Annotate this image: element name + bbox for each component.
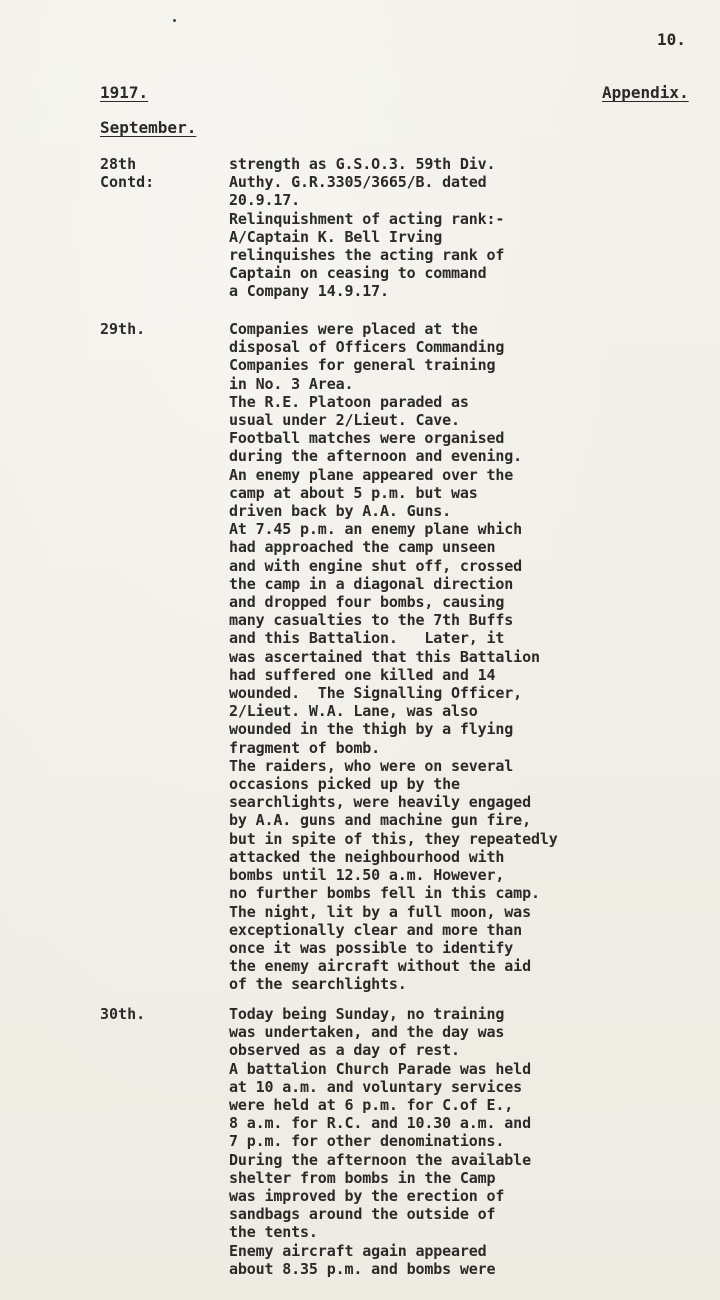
text-line: Companies for general training — [229, 356, 496, 375]
text-line: the tents. — [229, 1223, 318, 1242]
text-line: shelter from bombs in the Camp — [229, 1168, 496, 1187]
text-line: The raiders, who were on several — [229, 756, 514, 775]
text-line: exceptionally clear and more than — [229, 920, 523, 939]
header-year: 1917. — [100, 83, 149, 102]
text-line: disposal of Officers Commanding — [229, 338, 505, 357]
text-line: in No. 3 Area. — [229, 374, 354, 393]
entry-date: 30th. — [100, 1005, 146, 1023]
text-line: but in spite of this, they repeatedly — [229, 829, 558, 848]
text-line: Companies were placed at the — [229, 320, 478, 338]
text-line: wounded in the thigh by a flying — [229, 720, 514, 739]
entry-text — [229, 1005, 531, 1278]
text-line: A/Captain K. Bell Irving — [229, 227, 443, 246]
text-line: and dropped four bombs, causing — [229, 593, 505, 612]
text-line: of the searchlights. — [229, 975, 407, 994]
text-line: Football matches were organised — [229, 429, 505, 448]
text-line: the camp in a diagonal direction — [229, 574, 514, 593]
text-line: usual under 2/Lieut. Cave. — [229, 411, 460, 430]
text-line: During the afternoon the available — [229, 1150, 531, 1169]
text-line: 20.9.17. — [229, 191, 301, 210]
text-line: many casualties to the 7th Buffs — [229, 611, 514, 630]
text-line: had suffered one killed and 14 — [229, 665, 496, 684]
text-line: camp at about 5 p.m. but was — [229, 483, 478, 502]
text-line: The R.E. Platoon paraded as — [229, 392, 469, 411]
text-line: during the afternoon and evening. — [229, 447, 523, 466]
text-line: A battalion Church Parade was held — [229, 1059, 531, 1078]
text-line: the enemy aircraft without the aid — [229, 957, 531, 976]
text-line: no further bombs fell in this camp. — [229, 884, 540, 903]
text-line: wounded. The Signalling Officer, — [229, 684, 523, 703]
text-line: about 8.35 p.m. and bombs were — [229, 1259, 496, 1278]
entry-text — [229, 320, 558, 994]
text-line: by A.A. guns and machine gun fire, — [229, 811, 531, 830]
text-line: Relinquishment of acting rank:- — [229, 209, 505, 228]
text-line: 2/Lieut. W.A. Lane, was also — [229, 702, 478, 721]
text-line: and this Battalion. Later, it — [229, 629, 505, 648]
text-line: An enemy plane appeared over the — [229, 465, 514, 484]
text-line: attacked the neighbourhood with — [229, 847, 505, 866]
text-line: Authy. G.R.3305/3665/B. dated — [229, 173, 487, 192]
text-line: At 7.45 p.m. an enemy plane which — [229, 520, 523, 539]
entry-date: 29th. — [100, 320, 146, 338]
text-line: driven back by A.A. Guns. — [229, 502, 452, 521]
ink-dot-mark — [173, 19, 176, 22]
text-line: sandbags around the outside of — [229, 1205, 496, 1224]
text-line: once it was possible to identify — [229, 938, 514, 957]
text-line: and with engine shut off, crossed — [229, 556, 523, 575]
text-line: bombs until 12.50 a.m. However, — [229, 866, 505, 885]
text-line: Enemy aircraft again appeared — [229, 1241, 487, 1260]
text-line: 7 p.m. for other denominations. — [229, 1132, 505, 1151]
text-line: fragment of bomb. — [229, 738, 380, 757]
page-number: 10. — [657, 30, 686, 49]
entry-date: 28th Contd: — [100, 155, 155, 192]
header-appendix: Appendix. — [602, 83, 689, 102]
entry-text — [229, 155, 504, 301]
text-line: was ascertained that this Battalion — [229, 647, 540, 666]
text-line: was improved by the erection of — [229, 1187, 505, 1206]
text-line: were held at 6 p.m. for C.of E., — [229, 1096, 514, 1115]
text-line: a Company 14.9.17. — [229, 282, 389, 301]
text-line: was undertaken, and the day was — [229, 1023, 505, 1042]
text-line: relinquishes the acting rank of — [229, 246, 505, 265]
text-line: observed as a day of rest. — [229, 1041, 460, 1060]
text-line: Captain on ceasing to command — [229, 264, 487, 283]
text-line: 8 a.m. for R.C. and 10.30 a.m. and — [229, 1114, 531, 1133]
text-line: Today being Sunday, no training — [229, 1005, 505, 1023]
text-line: at 10 a.m. and voluntary services — [229, 1077, 523, 1096]
text-line: strength as G.S.O.3. 59th Div. — [229, 155, 496, 173]
header-month: September. — [100, 118, 197, 137]
text-line: had approached the camp unseen — [229, 538, 496, 557]
text-line: The night, lit by a full moon, was — [229, 902, 531, 921]
text-line: searchlights, were heavily engaged — [229, 793, 531, 812]
text-line: occasions picked up by the — [229, 775, 460, 794]
